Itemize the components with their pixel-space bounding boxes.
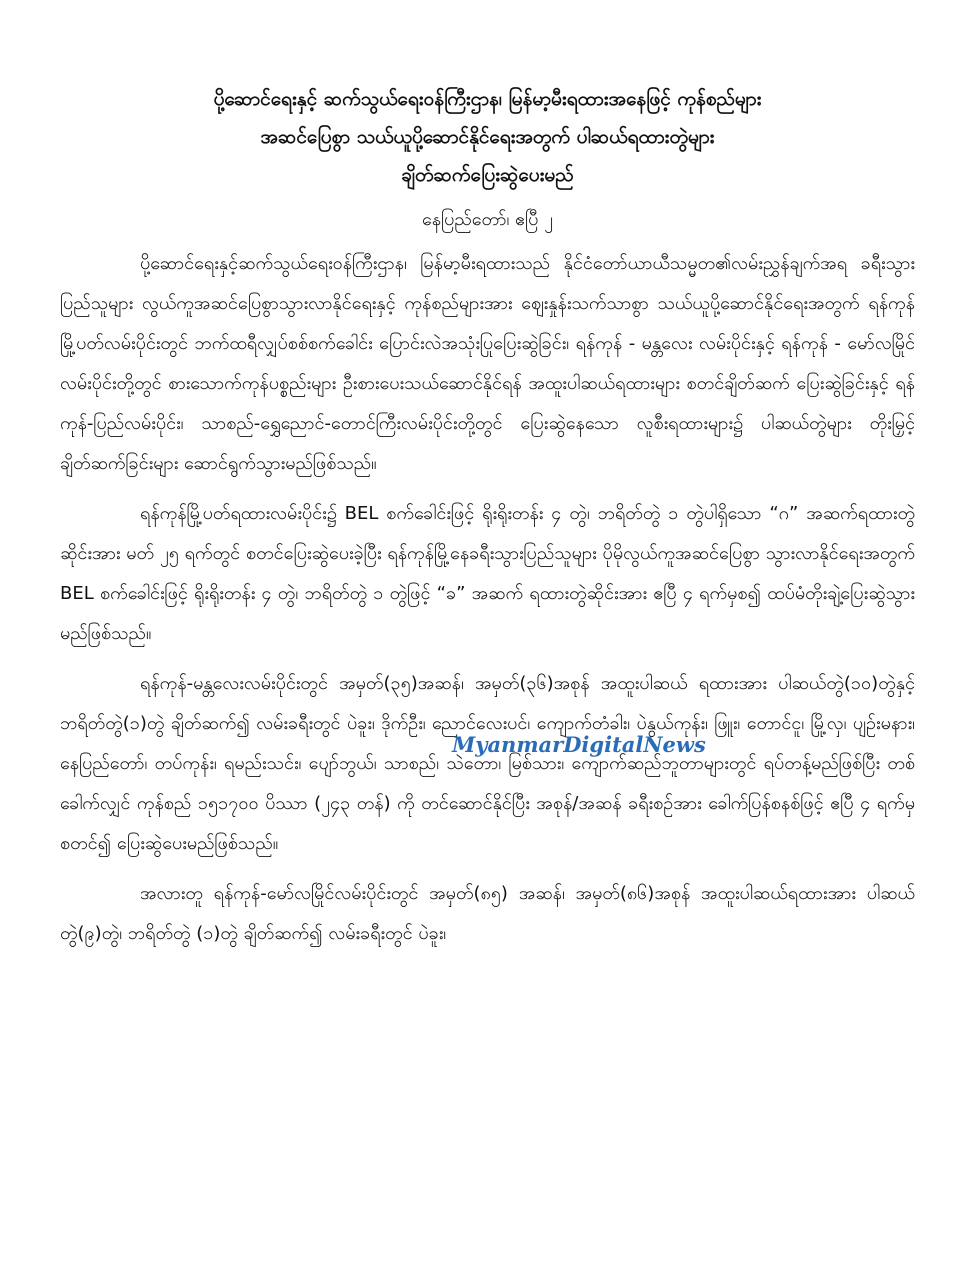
headline [60, 80, 915, 194]
paragraph-2: ရန်ကုန်မြို့ပတ်ရထားလမ်းပိုင်း၌ BEL စက်ခေါင်းဖြင့် ရိုးရိုးတန်း ၄ တွဲ၊ ဘရိတ်တွဲ ၁ တွဲပါရှိသော “ဂ” အဆက်ရထားတွဲဆိုင်းအား မတ် ၂၅ ရက်တွင် စတင်ပြေးဆွဲပေးခဲ့ပြီး ရန်ကုန်မြို့နေခရီးသွားပြည်သူများ ပိုမိုလွယ်ကူအဆင်ပြေစွာ သွားလာနိုင်ရေးအတွက် BEL စက်ခေါင်းဖြင့် ရိုးရိုးတန်း ၄ တွဲ၊ ဘရိတ်တွဲ ၁ တွဲဖြင့် “ခ” အဆက် ရထားတွဲဆိုင်းအား ဧပြီ ၄ ရက်မှစ၍ ထပ်မံတိုးချဲ့ပြေးဆွဲသွားမည်ဖြစ်သည်။ [60, 503, 915, 644]
dateline: နေပြည်တော်၊ ဧပြီ ၂ [421, 209, 554, 230]
headline-line-2: အဆင်ပြေစွာ သယ်ယူပို့ဆောင်နိုင်ရေးအတွက် ပါဆယ်ရထားတွဲများ [260, 126, 715, 148]
article [60, 80, 915, 1240]
headline-line-3: ချိတ်ဆက်ပြေးဆွဲပေးမည် [401, 164, 574, 186]
headline-line-1: ပို့ဆောင်ရေးနှင့် ဆက်သွယ်ရေးဝန်ကြီးဌာန၊ မြန်မာ့မီးရထားအနေဖြင့် ကုန်စည်များ [213, 88, 762, 110]
paragraph-1: ပို့ဆောင်ရေးနှင့်ဆက်သွယ်ရေးဝန်ကြီးဌာန၊ မြန်မာ့မီးရထားသည် နိုင်ငံတော်ယာယီသမ္မတ၏လမ်းညွှန်ချက်အရ ခရီးသွားပြည်သူများ လွယ်ကူအဆင်ပြေစွာသွားလာနိုင်ရေးနှင့် ကုန်စည်များအား ဈေးနှုန်းသက်သာစွာ သယ်ယူပို့ဆောင်နိုင်ရေးအတွက် ရန်ကုန်မြို့ပတ်လမ်းပိုင်းတွင် ဘက်ထရီလျှပ်စစ်စက်ခေါင်း ပြောင်းလဲအသုံးပြုပြေးဆွဲခြင်း၊ ရန်ကုန် - မန္တလေး လမ်းပိုင်းနှင့် ရန်ကုန် - မော်လမြိုင် လမ်းပိုင်းတို့တွင် စားသောက်ကုန်ပစ္စည်းများ ဦးစားပေးသယ်ဆောင်နိုင်ရန် အထူးပါဆယ်ရထားများ စတင်ချိတ်ဆက် ပြေးဆွဲခြင်းနှင့် ရန်ကုန်-ပြည်လမ်းပိုင်း၊ သာစည်-ရွှေညောင်-တောင်ကြီးလမ်းပိုင်းတို့တွင် ပြေးဆွဲနေသော လူစီးရထားများ၌ ပါဆယ်တွဲများ တိုးမြှင့်ချိတ်ဆက်ခြင်းများ ဆောင်ရွက်သွားမည်ဖြစ်သည်။ [60, 253, 915, 474]
paragraph-4: အလားတူ ရန်ကုန်-မော်လမြိုင်လမ်းပိုင်းတွင် အမှတ်(၈၅) အဆန်၊ အမှတ်(၈၆)အစုန် အထူးပါဆယ်ရထားအား ပါဆယ်တွဲ(၉)တွဲ၊ ဘရိတ်တွဲ (၁)တွဲ ချိတ်ဆက်၍ လမ်းခရီးတွင် ပဲခူး၊ [60, 883, 915, 944]
watermark: MyanmarDigitalNews [452, 732, 706, 757]
paragraph-3: ရန်ကုန်-မန္တလေးလမ်းပိုင်းတွင် အမှတ်(၃၅)အဆန်၊ အမှတ်(၃၆)အစုန် အထူးပါဆယ် ရထားအား ပါဆယ်တွဲ(၁၀)တွဲနှင့် ဘရိတ်တွဲ(၁)တွဲ ချိတ်ဆက်၍ လမ်းခရီးတွင် ပဲခူး၊ ဒိုက်ဦး၊ ညောင်လေးပင်၊ ကျောက်တံခါး၊ ပဲနွယ်ကုန်း၊ ဖြူး၊ တောင်ငူ၊ မြို့လှ၊ ပျဉ်းမနား၊ နေပြည်တော်၊ တပ်ကုန်း၊ ရမည်းသင်း၊ ပျော်ဘွယ်၊ သာစည်၊ သဲတော၊ မြစ်သား၊ ကျောက်ဆည်ဘူတာများတွင် ရပ်တန့်မည်ဖြစ်ပြီး တစ်ခေါက်လျှင် ကုန်စည် ၁၅၁၇၀၀ ပိဿာ (၂၄၃ တန်) ကို တင်ဆောင်နိုင်ပြီး အစုန်/အဆန် ခရီးစဉ်အား ခေါက်ပြန်စနစ်ဖြင့် ဧပြီ ၄ ရက်မှစတင်၍ ပြေးဆွဲပေးမည်ဖြစ်သည်။ [60, 673, 915, 854]
